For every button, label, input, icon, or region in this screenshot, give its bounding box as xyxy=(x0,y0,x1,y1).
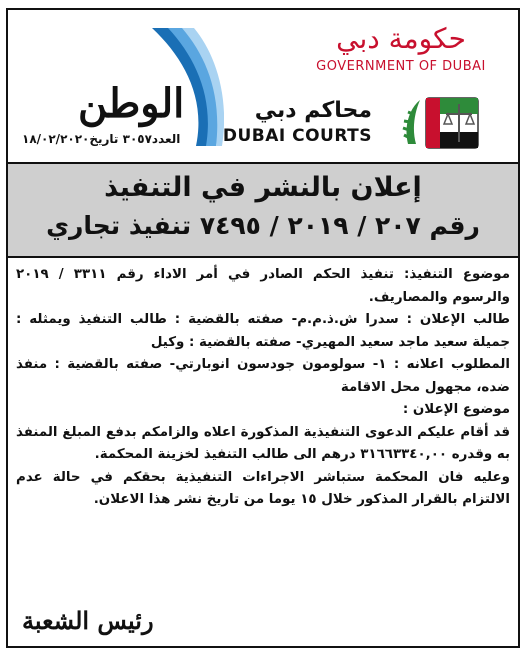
government-arabic: حكومة دبي xyxy=(336,22,466,55)
courts-english: DUBAI COURTS xyxy=(222,126,372,146)
government-logo xyxy=(296,24,506,74)
claim-paragraph: قد أقام عليكم الدعوى التنفيذية المذكورة اعلاه والزامكم بدفع المبلغ المنفذ به وقدره ٣١٦٦٣٣٤٠,٠٠ درهم الى طالب التنفيذ لخزينة المحكمة. xyxy=(16,424,510,462)
courts-arabic: محاكم دبي xyxy=(254,98,372,123)
notice-subject-heading: موضوع الإعلان : xyxy=(402,402,510,417)
government-english: GOVERNMENT OF DUBAI xyxy=(316,58,486,74)
execution-subject: موضوع التنفيذ: تنفيذ الحكم الصادر في أمر الاداء رقم ٣٣١١ / ٢٠١٩ والرسوم والمصاريف. xyxy=(16,267,510,305)
header xyxy=(8,10,518,160)
dubai-courts-emblem xyxy=(402,94,490,152)
issue-info: العدد٣٠٥٧ تاريخ١٨/٠٢/٢٠٢٠ xyxy=(22,132,181,146)
title-band xyxy=(8,162,518,258)
announcement-title: إعلان بالنشر في التنفيذ xyxy=(104,172,422,203)
signature: رئيس الشعبة xyxy=(22,606,154,635)
notified-party: المطلوب اعلانه : ١- سولومون جودسون انوبارتي- صفته بالقضية : منفذ ضده، مجهول محل الاقامة xyxy=(16,357,510,395)
announcement-body xyxy=(16,264,510,512)
requesting-party: طالب الإعلان : سدرا ش.ذ.م.م- صفته بالقضية : طالب التنفيذ ويمثله : جميلة سعيد ماجد سعيد المهيري- صفته بالقضية : وكيل xyxy=(16,312,510,350)
case-number: رقم ٢٠٧ / ٢٠١٩ / ٧٤٩٥ تنفيذ تجاري xyxy=(46,211,480,240)
newspaper-name: الوطن xyxy=(78,80,185,127)
dubai-courts-logo xyxy=(122,94,372,154)
announcement-frame xyxy=(6,8,520,648)
court-action-paragraph: وعليه فان المحكمة ستباشر الاجراءات التنفيذية بحقكم في حالة عدم الالتزام بالقرار المذكور خلال ١٥ يوما من تاريخ نشر هذا الاعلان. xyxy=(16,469,510,507)
